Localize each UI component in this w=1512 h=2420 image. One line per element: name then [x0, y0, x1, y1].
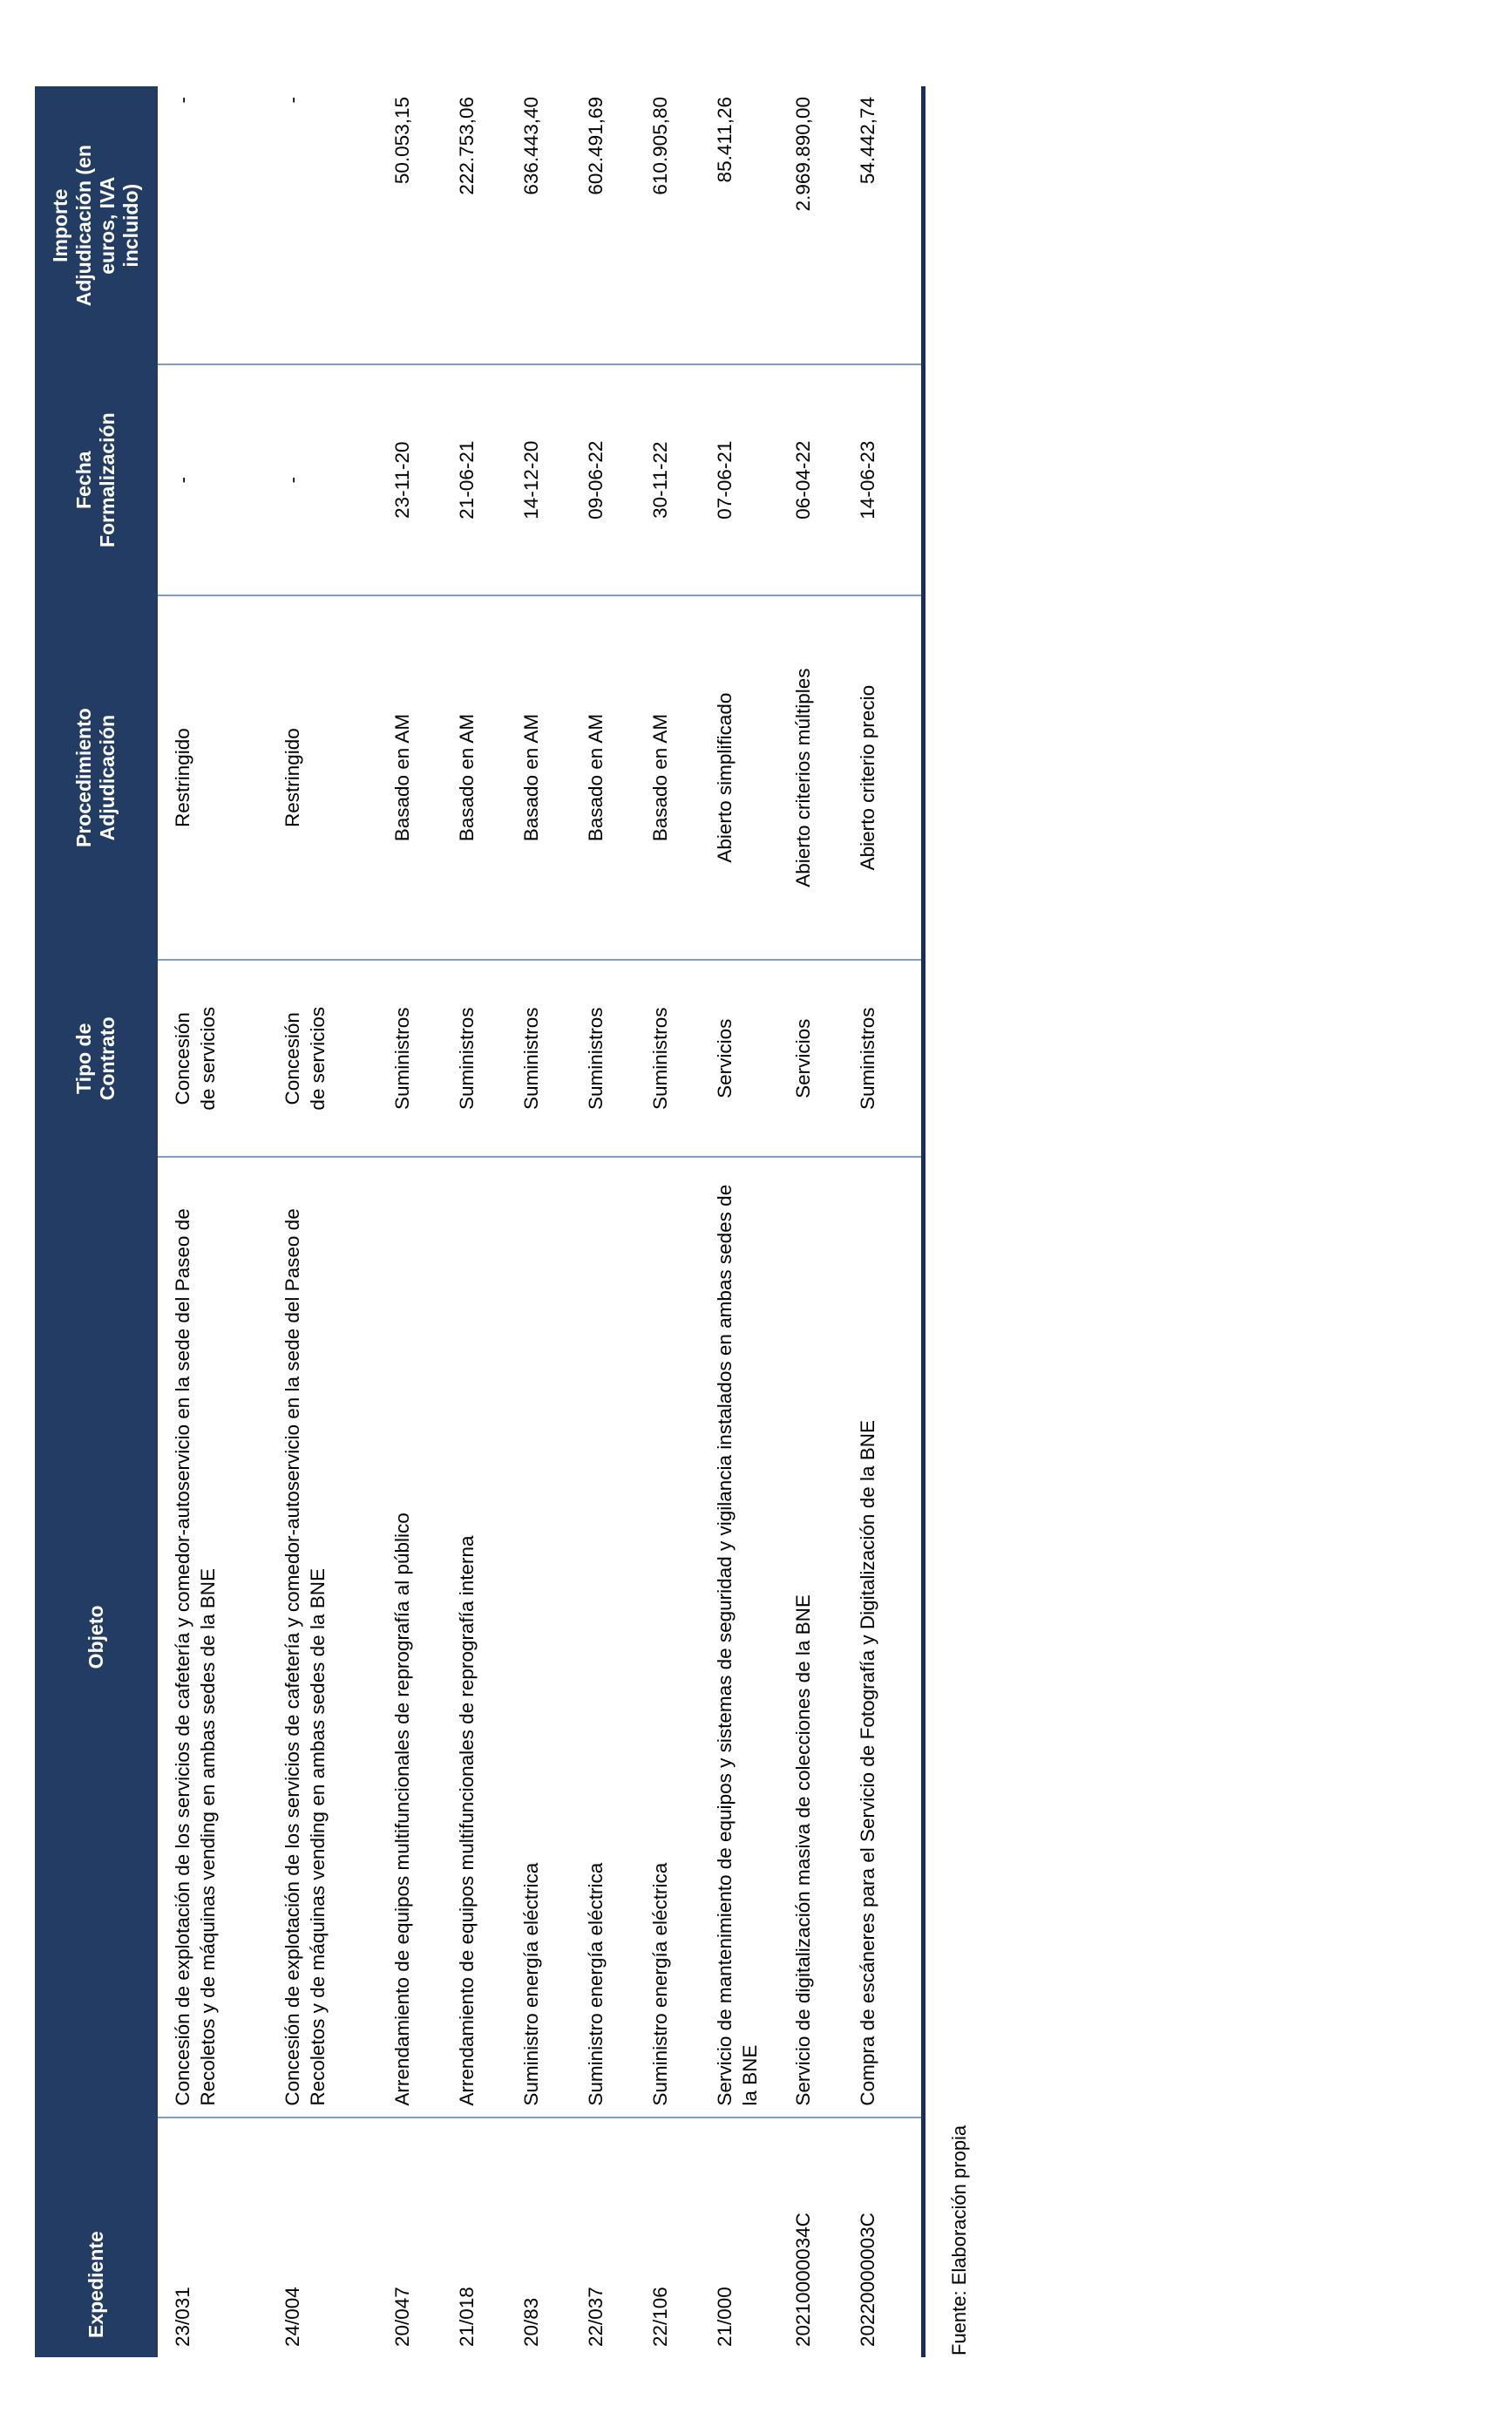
column-header-procedimiento-line1: Procedimiento: [72, 708, 96, 847]
cell-expediente: 20210000034C: [778, 2118, 843, 2357]
cell-fecha: 06-04-22: [778, 364, 843, 595]
cell-tipo-contrato: Suministros: [635, 960, 700, 1157]
cell-fecha: 14-12-20: [506, 364, 571, 595]
column-header-expediente: [35, 2118, 158, 2357]
cell-fecha: 07-06-21: [700, 364, 778, 595]
table-row: [571, 86, 635, 2357]
cell-procedimiento: Basado en AM: [635, 595, 700, 961]
cell-tipo-contrato: [268, 960, 377, 1157]
cell-fecha: 30-11-22: [635, 364, 700, 595]
cell-procedimiento: Restringido: [158, 595, 268, 961]
column-header-procedimiento-line2: Adjudicación: [96, 714, 119, 841]
cell-fecha: 09-06-22: [571, 364, 635, 595]
cell-importe: -: [268, 86, 377, 364]
cell-tipo-contrato: Suministros: [843, 960, 921, 1157]
cell-tipo-contrato: Suministros: [377, 960, 442, 1157]
cell-procedimiento: Abierto simplificado: [700, 595, 778, 961]
cell-fecha: -: [268, 364, 377, 595]
column-header-fecha-line1: Fecha: [72, 451, 96, 509]
cell-importe: 2.969.890,00: [778, 86, 843, 364]
cell-fecha: 23-11-20: [377, 364, 442, 595]
column-header-objeto-label: Objeto: [84, 1605, 107, 1669]
cell-expediente: 20220000003C: [843, 2118, 921, 2357]
cell-objeto: Suministro energía eléctrica: [571, 1157, 635, 2117]
column-header-importe-line4: incluido): [119, 183, 143, 268]
cell-fecha: -: [158, 364, 268, 595]
cell-expediente: 24/004: [268, 2118, 377, 2357]
cell-objeto: Concesión de explotación de los servicios de cafetería y comedor-autoservicio en la sede del Paseo de Recoletos y de máquinas vending en ambas sedes de la BNE: [268, 1157, 377, 2117]
cell-fecha: 14-06-23: [843, 364, 921, 595]
column-header-fecha-line2: Formalización: [96, 412, 119, 547]
cell-tipo-line1: Concesión: [171, 1012, 193, 1105]
cell-procedimiento: Abierto criterio precio: [843, 595, 921, 961]
cell-tipo-contrato: Servicios: [700, 960, 778, 1157]
table-row: [268, 86, 377, 2357]
cell-importe: 85.411,26: [700, 86, 778, 364]
column-header-importe-adjudicacion: [35, 86, 158, 364]
column-header-importe-line2: Adjudicación (en: [72, 145, 96, 307]
table-row: [778, 86, 843, 2357]
cell-procedimiento: Restringido: [268, 595, 377, 961]
cell-objeto: Suministro energía eléctrica: [506, 1157, 571, 2117]
table-header-row: [35, 86, 158, 2357]
cell-importe: -: [158, 86, 268, 364]
cell-expediente: 20/83: [506, 2118, 571, 2357]
cell-tipo-line2: de servicios: [306, 1006, 329, 1111]
cell-procedimiento: Basado en AM: [442, 595, 506, 961]
column-header-fecha-formalizacion: [35, 364, 158, 595]
cell-procedimiento: Basado en AM: [506, 595, 571, 961]
cell-expediente: 22/037: [571, 2118, 635, 2357]
cell-objeto: Servicio de mantenimiento de equipos y sistemas de seguridad y vigilancia instalados en ambas sedes de la BNE: [700, 1157, 778, 2117]
cell-fecha: 21-06-21: [442, 364, 506, 595]
cell-tipo-line1: Concesión: [281, 1012, 303, 1105]
table-row: [506, 86, 571, 2357]
cell-expediente: 20/047: [377, 2118, 442, 2357]
column-header-tipo-contrato-line1: Tipo de: [72, 1023, 96, 1094]
table-row: [843, 86, 921, 2357]
column-header-importe-line3: euros, IVA: [96, 176, 119, 275]
table-row: [442, 86, 506, 2357]
cell-procedimiento: Basado en AM: [377, 595, 442, 961]
cell-expediente: 23/031: [158, 2118, 268, 2357]
cell-objeto: Compra de escáneres para el Servicio de Fotografía y Digitalización de la BNE: [843, 1157, 921, 2117]
cell-importe: 54.442,74: [843, 86, 921, 364]
cell-expediente: 22/106: [635, 2118, 700, 2357]
cell-objeto: Concesión de explotación de los servicios de cafetería y comedor-autoservicio en la sede del Paseo de Recoletos y de máquinas vending en ambas sedes de la BNE: [158, 1157, 268, 2117]
cell-importe: 50.053,15: [377, 86, 442, 364]
column-header-procedimiento-adjudicacion: [35, 595, 158, 961]
table-bottom-rule: [921, 86, 926, 2357]
column-header-importe-line1: Importe: [49, 188, 71, 262]
cell-expediente: 21/018: [442, 2118, 506, 2357]
table-header: [35, 86, 158, 2357]
contracts-table: [35, 86, 921, 2357]
cell-tipo-contrato: Servicios: [778, 960, 843, 1157]
cell-importe: 636.443,40: [506, 86, 571, 364]
cell-importe: 602.491,69: [571, 86, 635, 364]
cell-objeto: Suministro energía eléctrica: [635, 1157, 700, 2117]
source-note: Fuente: Elaboración propia: [947, 2124, 970, 2355]
column-header-expediente-label: Expediente: [84, 2231, 107, 2338]
cell-objeto: Arrendamiento de equipos multifuncionales de reprografía al público: [377, 1157, 442, 2117]
table-row: [377, 86, 442, 2357]
cell-procedimiento: Basado en AM: [571, 595, 635, 961]
cell-importe: 222.753,06: [442, 86, 506, 364]
cell-expediente: 21/000: [700, 2118, 778, 2357]
cell-tipo-contrato: Suministros: [571, 960, 635, 1157]
table-body: [158, 86, 921, 2357]
column-header-objeto: [35, 1157, 158, 2117]
cell-procedimiento: Abierto criterios múltiples: [778, 595, 843, 961]
cell-tipo-line2: de servicios: [196, 1006, 219, 1111]
table-row: [635, 86, 700, 2357]
cell-importe: 610.905,80: [635, 86, 700, 364]
cell-tipo-contrato: [158, 960, 268, 1157]
cell-objeto: Servicio de digitalización masiva de colecciones de la BNE: [778, 1157, 843, 2117]
column-header-tipo-contrato-line2: Contrato: [96, 1016, 119, 1101]
table-row: [158, 86, 268, 2357]
cell-tipo-contrato: Suministros: [442, 960, 506, 1157]
column-header-tipo-contrato: [35, 960, 158, 1157]
cell-objeto: Arrendamiento de equipos multifuncionales de reprografía interna: [442, 1157, 506, 2117]
table-row: [700, 86, 778, 2357]
cell-tipo-contrato: Suministros: [506, 960, 571, 1157]
